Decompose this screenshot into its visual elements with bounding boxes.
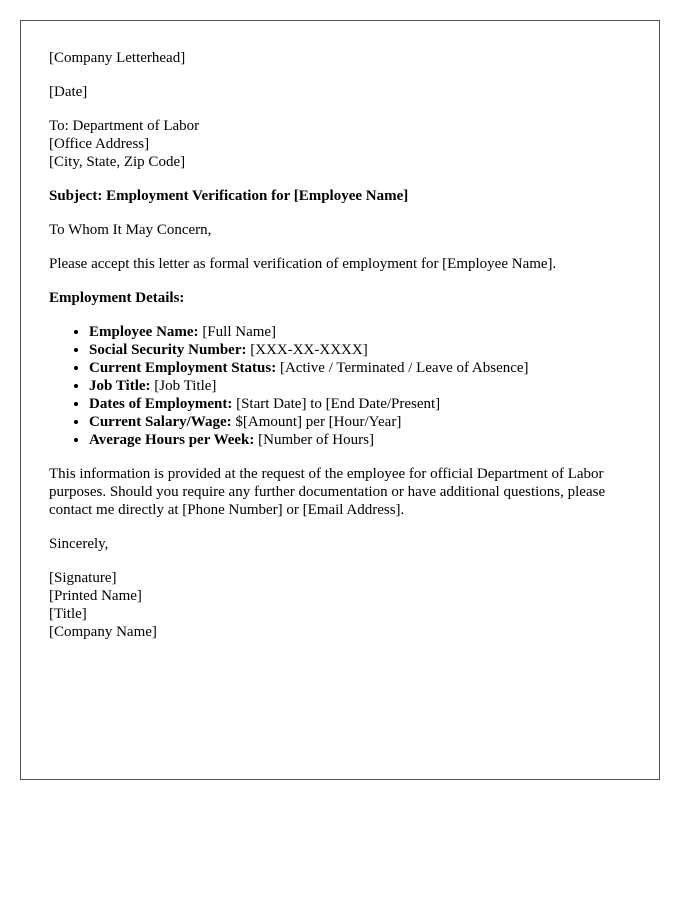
closing-paragraph: This information is provided at the request of the employee for official Department of Labor purposes. Should you require any further documentation or have additional questions, please contact me directly at [Phone Number] or [Email Address]. bbox=[49, 466, 606, 518]
company-name-line: [Company Name] bbox=[49, 624, 157, 640]
signature-line: [Signature] bbox=[49, 570, 117, 586]
detail-item-hours bbox=[89, 431, 631, 449]
intro-paragraph: Please accept this letter as formal verification of employment for [Employee Name]. bbox=[49, 256, 557, 272]
title-line: [Title] bbox=[49, 606, 87, 622]
detail-value: [Job Title] bbox=[150, 378, 217, 394]
detail-item-ssn bbox=[89, 341, 631, 359]
detail-value: [Full Name] bbox=[198, 324, 277, 340]
detail-item-job-title bbox=[89, 377, 631, 395]
signoff: Sincerely, bbox=[49, 536, 109, 552]
recipient-address bbox=[49, 117, 631, 171]
detail-value: [Number of Hours] bbox=[254, 432, 374, 448]
recipient-line-3: [City, State, Zip Code] bbox=[49, 154, 186, 170]
detail-item-status bbox=[89, 359, 631, 377]
company-letterhead: [Company Letterhead] bbox=[49, 50, 186, 66]
details-heading: Employment Details: bbox=[49, 290, 185, 306]
employment-details-list bbox=[49, 323, 631, 449]
subject-line: Subject: Employment Verification for [Employee Name] bbox=[49, 188, 409, 204]
detail-label: Social Security Number: bbox=[89, 342, 247, 358]
detail-item-employee-name bbox=[89, 323, 631, 341]
recipient-line-2: [Office Address] bbox=[49, 136, 150, 152]
detail-value: [XXX-XX-XXXX] bbox=[246, 342, 368, 358]
detail-label: Job Title: bbox=[89, 378, 151, 394]
signature-block bbox=[49, 569, 631, 641]
printed-name-line: [Printed Name] bbox=[49, 588, 142, 604]
detail-item-dates bbox=[89, 395, 631, 413]
detail-value: $[Amount] per [Hour/Year] bbox=[231, 414, 402, 430]
detail-label: Average Hours per Week: bbox=[89, 432, 255, 448]
recipient-line-1: To: Department of Labor bbox=[49, 118, 200, 134]
letter-date: [Date] bbox=[49, 84, 88, 100]
detail-value: [Active / Terminated / Leave of Absence] bbox=[276, 360, 529, 376]
detail-value: [Start Date] to [End Date/Present] bbox=[232, 396, 441, 412]
detail-label: Dates of Employment: bbox=[89, 396, 233, 412]
detail-label: Current Salary/Wage: bbox=[89, 414, 232, 430]
letter-document bbox=[20, 20, 660, 780]
salutation: To Whom It May Concern, bbox=[49, 222, 212, 238]
detail-label: Employee Name: bbox=[89, 324, 199, 340]
detail-label: Current Employment Status: bbox=[89, 360, 277, 376]
detail-item-salary bbox=[89, 413, 631, 431]
